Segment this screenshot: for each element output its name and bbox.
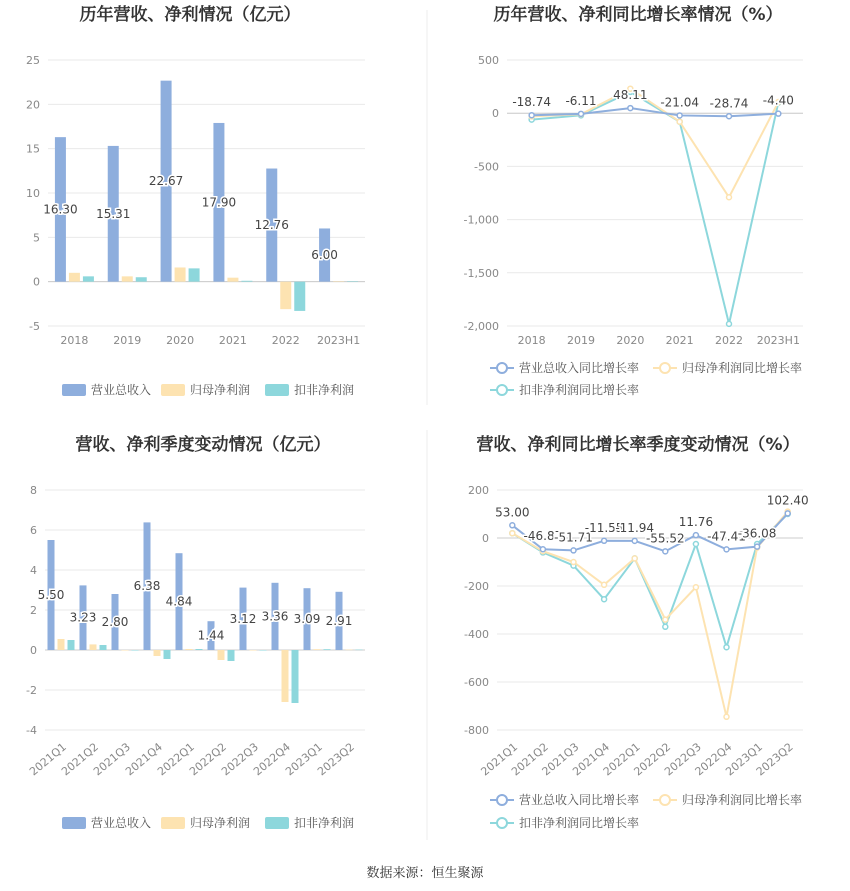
legend-item[interactable] <box>265 815 354 830</box>
data-label: 1.44 <box>197 628 225 643</box>
legend-swatch <box>161 817 185 829</box>
y-tick-label: 0 <box>492 107 499 121</box>
y-tick-label: 20 <box>26 98 40 112</box>
data-point <box>571 560 576 565</box>
bar-deducted-profit <box>196 649 203 650</box>
data-point <box>724 645 729 650</box>
x-tick-label: 2021Q2 <box>509 740 551 779</box>
annual-bar-chart <box>26 4 365 397</box>
x-tick-label: 2023H1 <box>756 334 800 347</box>
bar-deducted-profit <box>100 645 107 650</box>
data-label: 5.50 <box>37 588 65 602</box>
x-tick-label: 2020 <box>166 334 195 347</box>
bar-net-profit <box>122 650 129 651</box>
data-label: -55.52 <box>645 531 685 546</box>
data-point <box>510 531 515 536</box>
y-tick-label: -1,500 <box>463 266 499 280</box>
legend-swatch <box>265 384 289 396</box>
legend-label: 扣非净利润同比增长率 <box>519 816 640 830</box>
data-point <box>776 111 781 116</box>
y-tick-label: 0 <box>482 532 489 545</box>
legend-label: 归母净利润同比增长率 <box>682 793 803 807</box>
x-tick-label: 2022Q3 <box>219 740 261 779</box>
y-tick-label: -500 <box>474 160 499 174</box>
data-label: 102.40 <box>766 493 809 508</box>
quarterly-growth-line-chart <box>464 434 809 830</box>
chart-title: 营收、净利同比增长率季度变动情况（%） <box>476 435 800 455</box>
x-tick-label: 2021Q3 <box>91 740 133 779</box>
legend-label: 归母净利润 <box>190 816 251 830</box>
data-label: -11.94 <box>615 520 655 535</box>
data-point <box>510 523 515 528</box>
y-tick-label: 25 <box>26 54 40 67</box>
data-label: -11.55 <box>584 520 624 535</box>
bar-net-profit <box>227 278 238 282</box>
x-tick-label: 2022Q4 <box>692 740 735 779</box>
legend-item[interactable] <box>653 792 802 807</box>
data-label: 15.31 <box>96 206 131 221</box>
data-point <box>540 547 545 552</box>
y-tick-label: -2 <box>26 684 37 697</box>
legend-item[interactable] <box>62 815 151 830</box>
bar-net-profit <box>333 281 344 282</box>
y-tick-label: 8 <box>30 484 37 497</box>
bar-deducted-profit <box>260 650 267 651</box>
y-tick-label: 10 <box>26 187 40 200</box>
x-tick-label: 2023H1 <box>316 334 361 347</box>
bar-net-profit <box>250 650 257 651</box>
data-label: 12.76 <box>254 218 289 233</box>
data-point <box>677 119 682 124</box>
x-tick-label: 2018 <box>60 334 89 347</box>
chart-title: 历年营收、净利情况（亿元） <box>79 5 301 25</box>
data-label: -6.11 <box>565 93 597 108</box>
y-tick-label: -200 <box>464 580 489 593</box>
bar-net-profit <box>90 644 97 650</box>
data-label: 48.11 <box>613 88 648 103</box>
legend-marker <box>497 818 507 828</box>
legend-label: 营业总收入 <box>91 383 152 397</box>
data-point <box>571 548 576 553</box>
x-tick-label: 2021Q2 <box>59 740 101 779</box>
chart-title: 营收、净利季度变动情况（亿元） <box>75 435 331 455</box>
bar-net-profit <box>218 650 225 660</box>
x-tick-label: 2019 <box>567 334 595 347</box>
data-label: 4.84 <box>165 594 193 609</box>
x-tick-label: 2021Q4 <box>570 740 613 779</box>
x-tick-label: 2021 <box>218 334 247 347</box>
y-tick-label: -1,000 <box>463 213 499 227</box>
y-tick-label: -2,000 <box>463 320 499 333</box>
x-tick-label: 2023Q1 <box>723 740 766 779</box>
bar-deducted-profit <box>68 640 75 650</box>
bar-deducted-profit <box>189 268 200 281</box>
legend-item[interactable] <box>490 360 639 375</box>
legend-item[interactable] <box>490 382 639 397</box>
bar-net-profit <box>58 639 65 650</box>
x-tick-label: 2021 <box>665 334 694 347</box>
data-label: 11.76 <box>678 515 714 530</box>
legend-marker <box>497 795 507 805</box>
bar-net-profit <box>69 273 80 282</box>
data-label: 22.67 <box>148 174 184 189</box>
bar-deducted-profit <box>347 281 358 282</box>
data-point <box>693 542 698 547</box>
y-tick-label: 500 <box>478 54 499 67</box>
legend-item[interactable] <box>161 815 250 830</box>
legend-label: 扣非净利润 <box>294 383 355 397</box>
series-line-2 <box>532 92 779 324</box>
bar-deducted-profit <box>324 649 331 650</box>
y-tick-label: -800 <box>464 724 489 737</box>
bar-net-profit <box>346 650 353 651</box>
data-point <box>663 617 668 622</box>
x-tick-label: 2022Q2 <box>631 740 674 779</box>
legend-item[interactable] <box>161 382 250 397</box>
data-point <box>727 195 732 200</box>
bar-net-profit <box>186 649 193 650</box>
x-tick-label: 2022Q4 <box>251 740 293 779</box>
legend-label: 扣非净利润 <box>294 816 355 830</box>
data-label: 3.12 <box>229 611 257 626</box>
x-tick-label: 2018 <box>517 334 546 347</box>
y-tick-label: -600 <box>464 676 489 689</box>
legend-label: 扣非净利润同比增长率 <box>519 383 640 397</box>
bar-net-profit <box>154 650 161 656</box>
legend-item[interactable] <box>62 382 151 397</box>
x-tick-label: 2023Q2 <box>315 740 357 779</box>
y-tick-label: 5 <box>33 231 40 245</box>
data-point <box>632 538 637 543</box>
legend-swatch <box>62 817 86 829</box>
annual-growth-line-chart <box>464 4 803 397</box>
bar-net-profit <box>280 282 291 309</box>
data-source-note: 数据来源：恒生聚源 <box>366 866 484 881</box>
data-point <box>632 556 637 561</box>
y-tick-label: 200 <box>468 484 489 497</box>
legend-label: 归母净利润同比增长率 <box>682 361 803 375</box>
y-tick-label: 6 <box>30 524 37 537</box>
data-point <box>693 533 698 538</box>
data-label: 3.09 <box>293 612 321 627</box>
data-point <box>663 549 668 554</box>
bar-deducted-profit <box>136 277 147 281</box>
x-tick-label: 2021Q1 <box>27 740 69 779</box>
bar-deducted-profit <box>356 650 363 651</box>
data-label: 6.38 <box>133 579 161 594</box>
data-point <box>727 321 732 326</box>
legend-marker <box>497 363 507 373</box>
bar-deducted-profit <box>292 650 299 703</box>
legend-item[interactable] <box>490 815 639 830</box>
bar-net-profit <box>314 649 321 650</box>
bar-deducted-profit <box>294 282 305 311</box>
x-tick-label: 2023Q2 <box>753 740 796 779</box>
legend-marker <box>660 795 670 805</box>
data-point <box>677 113 682 118</box>
bar-deducted-profit <box>228 650 235 661</box>
data-point <box>785 511 790 516</box>
data-point <box>579 111 584 116</box>
legend-marker <box>660 363 670 373</box>
legend-item[interactable] <box>490 792 639 807</box>
data-label: -46.87 <box>523 529 563 544</box>
y-tick-label: 2 <box>30 604 37 617</box>
x-tick-label: 2021Q4 <box>123 740 165 779</box>
legend-label: 营业总收入同比增长率 <box>519 793 640 807</box>
x-tick-label: 2022Q3 <box>662 740 704 779</box>
y-tick-label: -5 <box>29 320 40 333</box>
y-tick-label: 4 <box>30 564 37 577</box>
data-label: 6.00 <box>311 248 338 263</box>
quarterly-bar-chart <box>26 434 365 830</box>
data-label: -4.40 <box>762 93 794 108</box>
legend-swatch <box>161 384 185 396</box>
data-point <box>529 113 534 118</box>
x-tick-label: 2022Q1 <box>155 740 197 779</box>
y-tick-label: 0 <box>33 275 40 289</box>
legend-item[interactable] <box>265 382 354 397</box>
legend-label: 营业总收入同比增长率 <box>519 361 640 375</box>
data-point <box>628 106 633 111</box>
bar-deducted-profit <box>164 650 171 659</box>
data-label: -21.04 <box>660 95 700 110</box>
data-label: 3.36 <box>261 609 289 624</box>
data-point <box>602 597 607 602</box>
data-label: 53.00 <box>495 505 530 520</box>
x-tick-label: 2023Q1 <box>283 740 325 779</box>
x-tick-label: 2022Q1 <box>600 740 643 779</box>
data-label: 2.80 <box>101 615 129 629</box>
data-label: 16.30 <box>43 202 78 217</box>
y-tick-label: -400 <box>464 628 489 641</box>
data-label: 3.23 <box>69 610 97 625</box>
data-label: -36.08 <box>737 526 777 541</box>
x-tick-label: 2020 <box>616 334 645 347</box>
data-point <box>724 714 729 719</box>
data-label: -28.74 <box>709 96 749 111</box>
data-label: -47.41 <box>707 529 746 544</box>
bar-net-profit <box>282 650 289 702</box>
x-tick-label: 2021Q3 <box>539 740 582 779</box>
data-point <box>663 624 668 629</box>
data-label: 17.90 <box>201 195 237 210</box>
y-tick-label: 0 <box>30 644 37 657</box>
bar-deducted-profit <box>241 281 252 282</box>
x-tick-label: 2022 <box>715 334 743 347</box>
data-point <box>602 582 607 587</box>
bar-net-profit <box>175 267 186 281</box>
data-point <box>602 538 607 543</box>
data-label: -51.71 <box>554 530 593 545</box>
legend-marker <box>497 385 507 395</box>
data-point <box>727 114 732 119</box>
legend-swatch <box>265 817 289 829</box>
x-tick-label: 2019 <box>113 334 142 347</box>
bar-deducted-profit <box>83 276 94 281</box>
x-tick-label: 2022 <box>271 334 300 347</box>
y-tick-label: 15 <box>26 142 40 156</box>
data-point <box>693 585 698 590</box>
x-tick-label: 2021Q1 <box>478 740 521 779</box>
bar-net-profit <box>122 276 133 281</box>
bar-deducted-profit <box>132 650 139 651</box>
legend-label: 营业总收入 <box>91 816 152 830</box>
data-label: -18.74 <box>512 95 552 110</box>
data-label: 2.91 <box>325 613 353 628</box>
y-tick-label: -4 <box>26 724 37 737</box>
chart-title: 历年营收、净利同比增长率情况（%） <box>493 5 783 25</box>
legend-item[interactable] <box>653 360 802 375</box>
legend-label: 归母净利润 <box>190 383 251 397</box>
data-point <box>724 547 729 552</box>
legend-swatch <box>62 384 86 396</box>
x-tick-label: 2022Q2 <box>187 740 229 779</box>
data-point <box>755 544 760 549</box>
